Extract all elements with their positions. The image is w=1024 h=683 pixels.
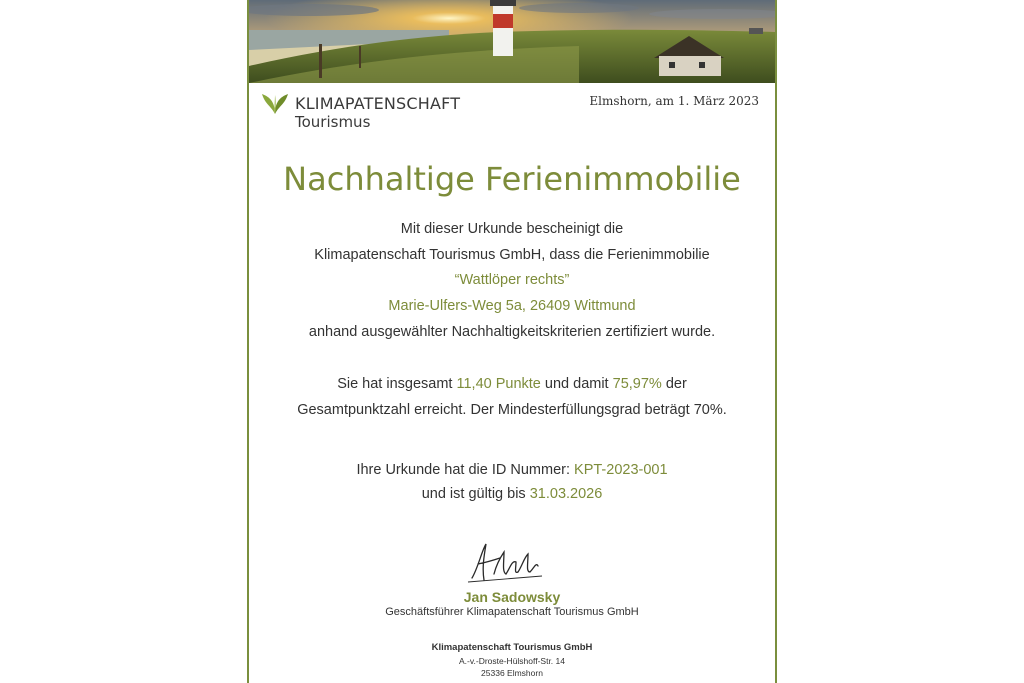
footer-city: 25336 Elmshorn: [481, 668, 543, 678]
certificate-id: KPT-2023-001: [574, 462, 668, 478]
valid-prefix: und ist gültig bis: [421, 486, 526, 502]
score-percent: 75,97%: [612, 376, 662, 392]
score-mid: und damit: [544, 376, 609, 392]
total-line: Gesamtpunktzahl erreicht. Der Mindesterfüllungsgrad beträgt 70%.: [297, 402, 727, 418]
brand-name: KLIMAPATENSCHAFT: [295, 94, 461, 113]
header-photo: [249, 0, 775, 83]
valid-date: 31.03.2026: [529, 486, 603, 502]
property-address: Marie-Ulfers-Weg 5a, 26409 Wittmund: [388, 298, 636, 314]
id-prefix: Ihre Urkunde hat die ID Nummer:: [356, 462, 570, 478]
footer-street: A.-v.-Droste-Hülshoff-Str. 14: [459, 656, 565, 666]
valid-line: [249, 486, 775, 502]
intro-line-1: Mit dieser Urkunde bescheinigt die: [400, 221, 624, 237]
intro-line-2: Klimapatenschaft Tourismus GmbH, dass die Ferienimmobilie: [314, 247, 710, 263]
brand-subtitle: Tourismus: [295, 113, 371, 131]
id-line: [249, 462, 775, 478]
score-suffix: der: [665, 376, 687, 392]
leaf-icon: [261, 92, 289, 116]
certificate-title: Nachhaltige Ferienimmobilie: [283, 160, 741, 198]
signature-mark: [464, 538, 544, 586]
signatory-name: Jan Sadowsky: [463, 589, 561, 605]
issue-date: Elmshorn, am 1. März 2023: [589, 94, 759, 108]
signatory-role: Geschäftsführer Klimapatenschaft Tourismus GmbH: [385, 606, 639, 618]
footer-company: Klimapatenschaft Tourismus GmbH: [431, 642, 593, 653]
property-name: “Wattlöper rechts”: [454, 272, 570, 288]
score-points: 11,40 Punkte: [456, 376, 541, 392]
score-prefix: Sie hat insgesamt: [337, 376, 453, 392]
certificate-page: [247, 0, 777, 683]
certified-line: anhand ausgewählter Nachhaltigkeitskriterien zertifiziert wurde.: [308, 324, 716, 340]
score-line: [249, 376, 775, 392]
